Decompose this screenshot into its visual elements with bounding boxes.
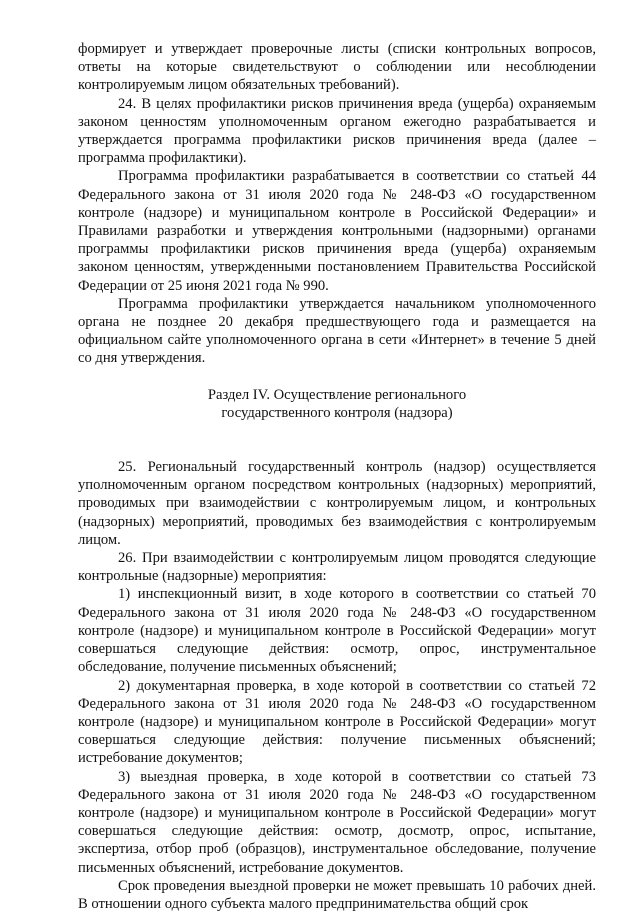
paragraph-field-check-duration: Срок проведения выездной проверки не может превышать 10 рабочих дней. В отношении одного субъекта малого предпринимательства общий срок xyxy=(78,877,596,912)
section-heading-line-1: Раздел IV. Осуществление регионального xyxy=(207,386,467,403)
list-item-field-check: 3) выездная проверка, в ходе которой в соответствии со статьей 73 Федерального закона от 31 июля 2020 года № 248-ФЗ «О государственном контроле (надзоре) и муниципальном контроле в Российской Федерации» могут совершаться следующие действия: осмотр, досмотр, опрос, испытание, экспертиза, отбор проб (образцов), инструментальное обследование, получение письменных объяснений, истребование документов. xyxy=(78,768,596,876)
paragraph-program-approval: Программа профилактики утверждается начальником уполномоченного органа не позднее 20 декабря предшествующего года и размещается на официальном сайте уполномоченного органа в сети «Интернет» в течение 5 дней со дня утверждения. xyxy=(78,295,596,367)
paragraph-26-measures: 26. При взаимодействии с контролируемым лицом проводятся следующие контрольные (надзорные) мероприятия: xyxy=(78,550,596,585)
paragraph-checklists: формирует и утверждает проверочные листы (списки контрольных вопросов, ответы на которые свидетельствуют о соблюдении или несоблюдении контролируемым лицом обязательных требований). xyxy=(78,41,596,94)
paragraph-25-control: 25. Региональный государственный контроль (надзор) осуществляется уполномоченным органом посредством контрольных (надзорных) мероприятий, проводимых при взаимодействии с контролируемым лицом, и контрольных (надзорных) мероприятий, проводимых без взаимодействия с контролируемым лицом. xyxy=(78,459,596,548)
paragraph-program-development: Программа профилактики разрабатывается в соответствии со статьей 44 Федерального закона от 31 июля 2020 года № 248-ФЗ «О государственном контроле (надзоре) и муниципальном контроле в Российской Федерации» и Правилами разработки и утверждения контрольными (надзорными) органами программы профилактики рисков причинения вреда (ущерба) охраняемым законом ценностям, утвержденными постановлением Правительства Российской Федерации от 25 июня 2021 года № 990. xyxy=(78,168,596,294)
list-item-inspection-visit: 1) инспекционный визит, в ходе которого в соответствии со статьей 70 Федерального закона от 31 июля 2020 года № 248-ФЗ «О государственном контроле (надзоре) и муниципальном контроле в Российской Федерации» могут совершаться следующие действия: осмотр, опрос, инструментальное обследование, получение письменных объяснений; xyxy=(78,586,596,676)
list-item-documentary-check: 2) документарная проверка, в ходе которой в соответствии со статьей 72 Федерального закона от 31 июля 2020 года № 248-ФЗ «О государственном контроле (надзоре) и муниципальном контроле в Российской Федерации» могут совершаться следующие действия: получение письменных объяснений; истребование документов; xyxy=(78,677,596,767)
paragraph-24-prevention: 24. В целях профилактики рисков причинения вреда (ущерба) охраняемым законом ценностям уполномоченным органом ежегодно разрабатывается и утверждается программа профилактики рисков причинения вреда (далее – программа профилактики). xyxy=(78,95,596,167)
section-heading-line-2: государственного контроля (надзора) xyxy=(221,404,453,421)
section-heading xyxy=(78,386,596,422)
document-page xyxy=(78,40,596,913)
